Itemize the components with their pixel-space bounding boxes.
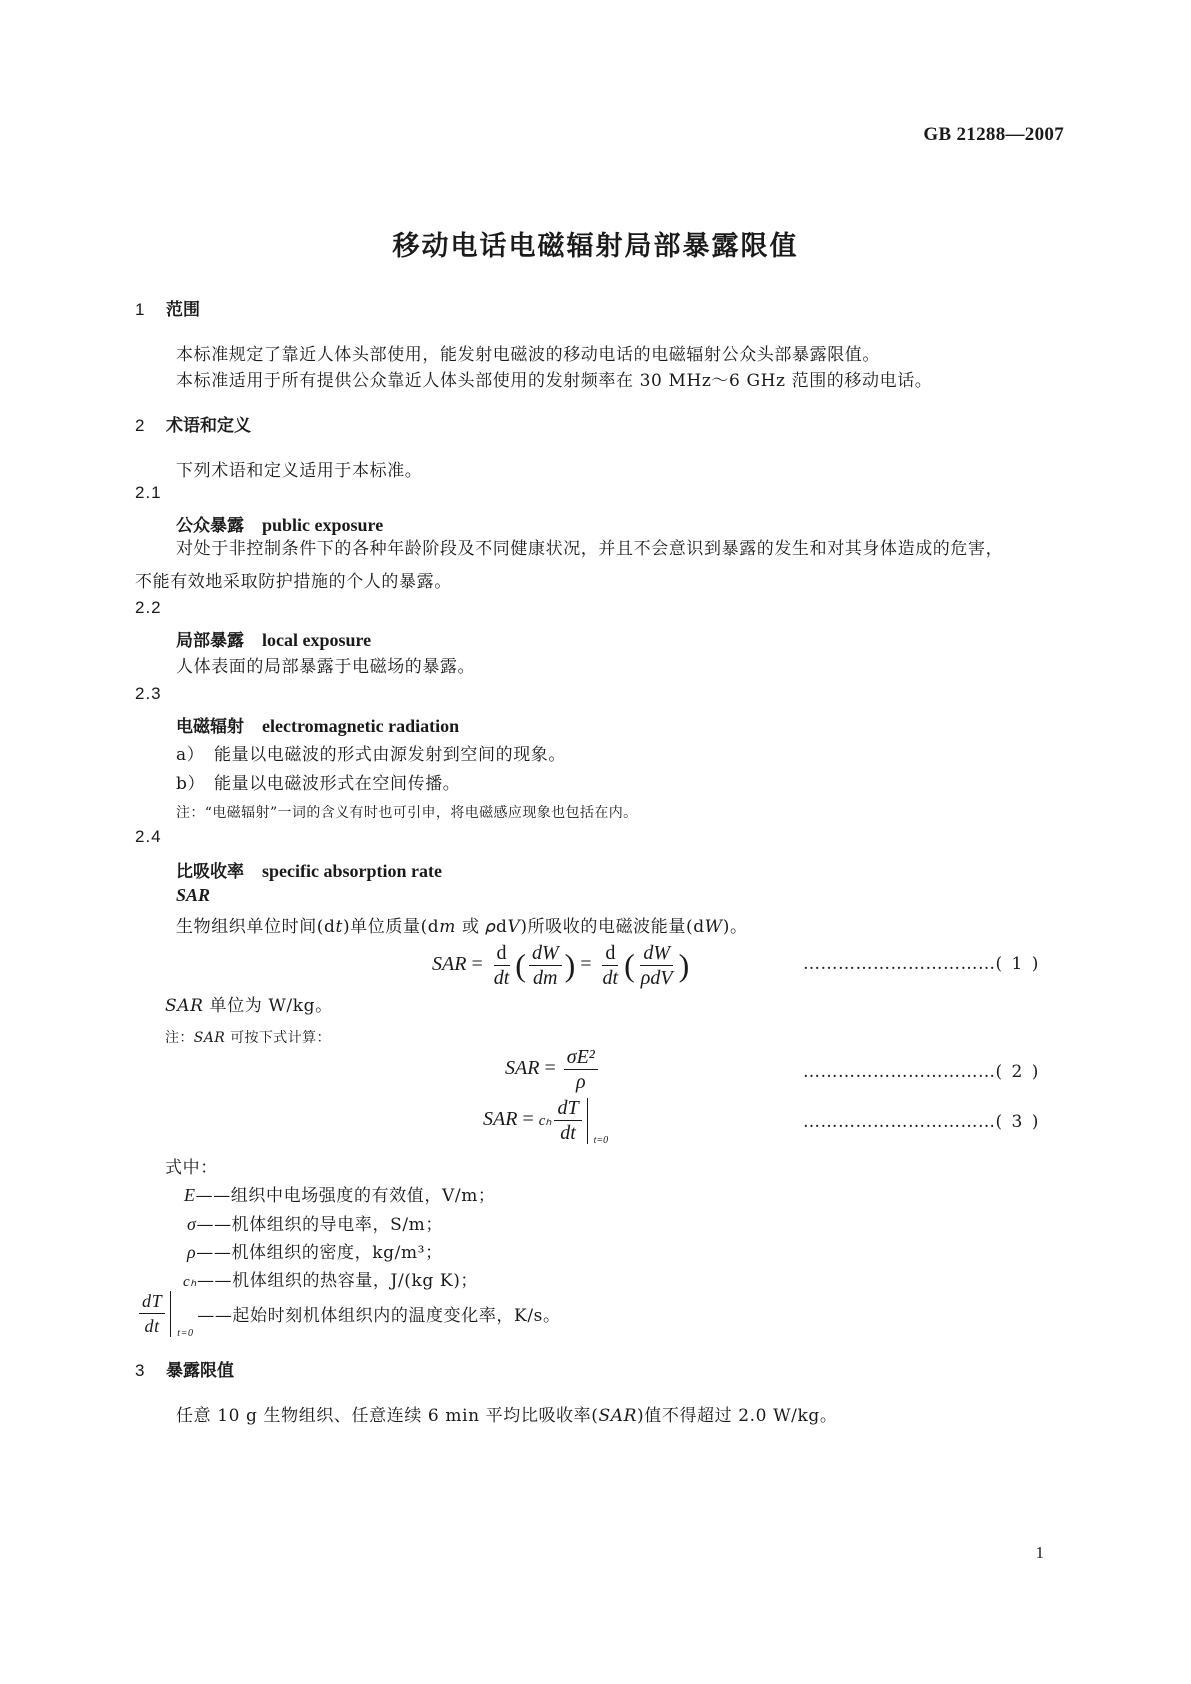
term-definition: 对处于非控制条件下的各种年龄阶段及不同健康状况，并且不会意识到暴露的发生和对其身体造成的危害，不能有效地采取防护措施的个人的暴露。	[135, 539, 1004, 592]
term-cn: 公众暴露	[176, 516, 244, 536]
denominator: dt	[144, 1316, 160, 1336]
equals-sign: =	[580, 953, 592, 976]
equals-sign: =	[544, 1057, 556, 1080]
leader-dots: ……………………………	[803, 1062, 996, 1082]
variable-definition	[136, 1290, 561, 1337]
temperature-rate-fraction	[139, 1290, 165, 1337]
section-3-heading	[135, 1356, 234, 1381]
item-text: 能量以电磁波的形式由源发射到空间的现象。	[214, 745, 566, 765]
term-definition: 生物组织单位时间(d𝑡)单位质量(d𝑚 或 𝜌d𝑉)所吸收的电磁波能量(d𝑊)。	[176, 917, 748, 937]
equals-sign: =	[522, 1108, 534, 1131]
evaluation-point: t=0	[593, 1134, 609, 1146]
term-cn: 电磁辐射	[176, 717, 244, 737]
variable-symbol: E	[184, 1185, 196, 1205]
definition-item-b	[176, 769, 460, 794]
section-number: 1	[135, 300, 145, 319]
sar-symbol: SAR	[505, 1057, 540, 1080]
where-label: 式中：	[165, 1158, 218, 1178]
denominator: dm	[533, 967, 558, 989]
formula-2	[505, 1046, 601, 1093]
leader-dots: ……………………………	[803, 954, 996, 974]
term-definition: 人体表面的局部暴露于电磁场的暴露。	[176, 657, 476, 677]
numerator: σE²	[564, 1046, 598, 1070]
term-number: 2.4	[135, 827, 162, 846]
term-local-exposure	[176, 626, 371, 651]
term-number: 2.3	[135, 684, 162, 703]
evaluation-point: t=0	[177, 1327, 194, 1339]
term-number: 2.2	[135, 598, 162, 617]
denominator: dt	[560, 1122, 576, 1144]
section-number: 2	[135, 416, 145, 435]
term-cn: 局部暴露	[176, 631, 244, 651]
variable-definition	[187, 1238, 443, 1263]
derivative-operator	[600, 942, 622, 989]
term-en: public exposure	[262, 515, 384, 535]
numerator: dT	[139, 1290, 165, 1314]
equation-number: ( 1 )	[995, 954, 1041, 974]
variable-definition	[183, 1266, 478, 1291]
formula-note: 注：𝑆𝐴𝑅 可按下式计算：	[165, 1030, 331, 1046]
numerator: dT	[554, 1097, 581, 1121]
variable-description: ——机体组织的热容量，J/(kg K)；	[196, 1271, 479, 1291]
standard-code: GB 21288—2007	[923, 124, 1064, 145]
section-title: 范围	[166, 300, 200, 320]
item-label: a）	[176, 745, 205, 765]
numerator: d	[494, 942, 510, 966]
variable-symbol: σ	[187, 1214, 197, 1234]
terms-intro: 下列术语和定义适用于本标准。	[176, 461, 423, 481]
denominator: dt	[602, 967, 619, 989]
item-label: b）	[176, 774, 206, 794]
variable-description: ——机体组织的导电率，S/m；	[196, 1215, 443, 1235]
exposure-limit-paragraph: 任意 10 g 生物组织、任意连续 6 min 平均比吸收率(𝑆𝐴𝑅)值不得超过 2.0 W/kg。	[176, 1406, 838, 1426]
derivative-operator	[491, 942, 513, 989]
equation-number: ( 3 )	[995, 1112, 1041, 1132]
section-number: 3	[135, 1361, 145, 1380]
equation-number: ( 2 )	[995, 1062, 1041, 1082]
sar-unit: 𝑆𝐴𝑅 单位为 W/kg。	[165, 996, 333, 1016]
numerator: dW	[529, 942, 562, 966]
energy-per-volume-fraction	[638, 942, 676, 989]
section-2-heading	[135, 411, 251, 436]
right-paren: )	[564, 947, 576, 983]
energy-per-mass-fraction	[529, 942, 562, 989]
sar-symbol: SAR	[432, 953, 467, 976]
temperature-rate-symbol	[136, 1290, 197, 1337]
leader-dots: ……………………………	[803, 1112, 996, 1132]
term-en: electromagnetic radiation	[262, 716, 460, 736]
section-1-heading	[135, 295, 200, 320]
term-cn: 比吸收率	[176, 862, 244, 882]
variable-description: ——机体组织的密度，kg/m³；	[196, 1243, 443, 1263]
variable-symbol: cₕ	[183, 1274, 197, 1290]
formula-3	[483, 1097, 614, 1144]
denominator: ρ	[575, 1071, 586, 1093]
left-paren: (	[624, 947, 635, 983]
scope-paragraph-1: 本标准规定了靠近人体头部使用，能发射电磁波的移动电话的电磁辐射公众头部暴露限值。	[176, 345, 880, 365]
definition-item-a	[176, 740, 566, 765]
denominator: dt	[493, 967, 510, 989]
variable-definition	[187, 1210, 443, 1235]
term-electromagnetic-radiation	[176, 712, 459, 737]
numerator: dW	[640, 942, 673, 966]
variable-definition	[184, 1181, 496, 1206]
section-title: 暴露限值	[166, 1361, 234, 1381]
scope-paragraph-2: 本标准适用于所有提供公众靠近人体头部使用的发射频率在 30 MHz～6 GHz 范围的移动电话。	[176, 371, 933, 391]
equation-number-2	[803, 1062, 1040, 1082]
conductivity-fraction	[564, 1046, 598, 1093]
left-paren: (	[515, 947, 526, 983]
right-paren: )	[678, 947, 690, 983]
page-number: 1	[1035, 1543, 1044, 1562]
term-abbreviation: SAR	[176, 885, 211, 905]
temperature-rate-fraction	[554, 1097, 581, 1144]
item-text: 能量以电磁波形式在空间传播。	[214, 774, 461, 794]
numerator: d	[602, 942, 618, 966]
sar-symbol: SAR	[483, 1108, 518, 1131]
term-en: specific absorption rate	[262, 861, 442, 881]
equation-number-1	[803, 954, 1040, 974]
term-note: 注：“电磁辐射”一词的含义有时也可引申，将电磁感应现象也包括在内。	[176, 805, 638, 821]
variable-symbol: ρ	[187, 1242, 197, 1262]
variable-description: ——起始时刻机体组织内的温度变化率，K/s。	[197, 1306, 561, 1326]
heat-capacity-symbol: cₕ	[538, 1113, 552, 1130]
section-title: 术语和定义	[166, 416, 251, 436]
denominator: ρdV	[640, 967, 673, 989]
formula-1	[432, 942, 689, 989]
equation-number-3	[803, 1112, 1040, 1132]
variable-description: ——组织中电场强度的有效值，V/m；	[195, 1186, 496, 1206]
evaluation-bar	[170, 1291, 197, 1337]
document-title: 移动电话电磁辐射局部暴露限值	[392, 231, 799, 262]
term-sar	[176, 857, 442, 882]
evaluation-bar	[587, 1098, 614, 1144]
equals-sign: =	[471, 953, 483, 976]
term-en: local exposure	[262, 630, 372, 650]
term-number: 2.1	[135, 483, 162, 502]
